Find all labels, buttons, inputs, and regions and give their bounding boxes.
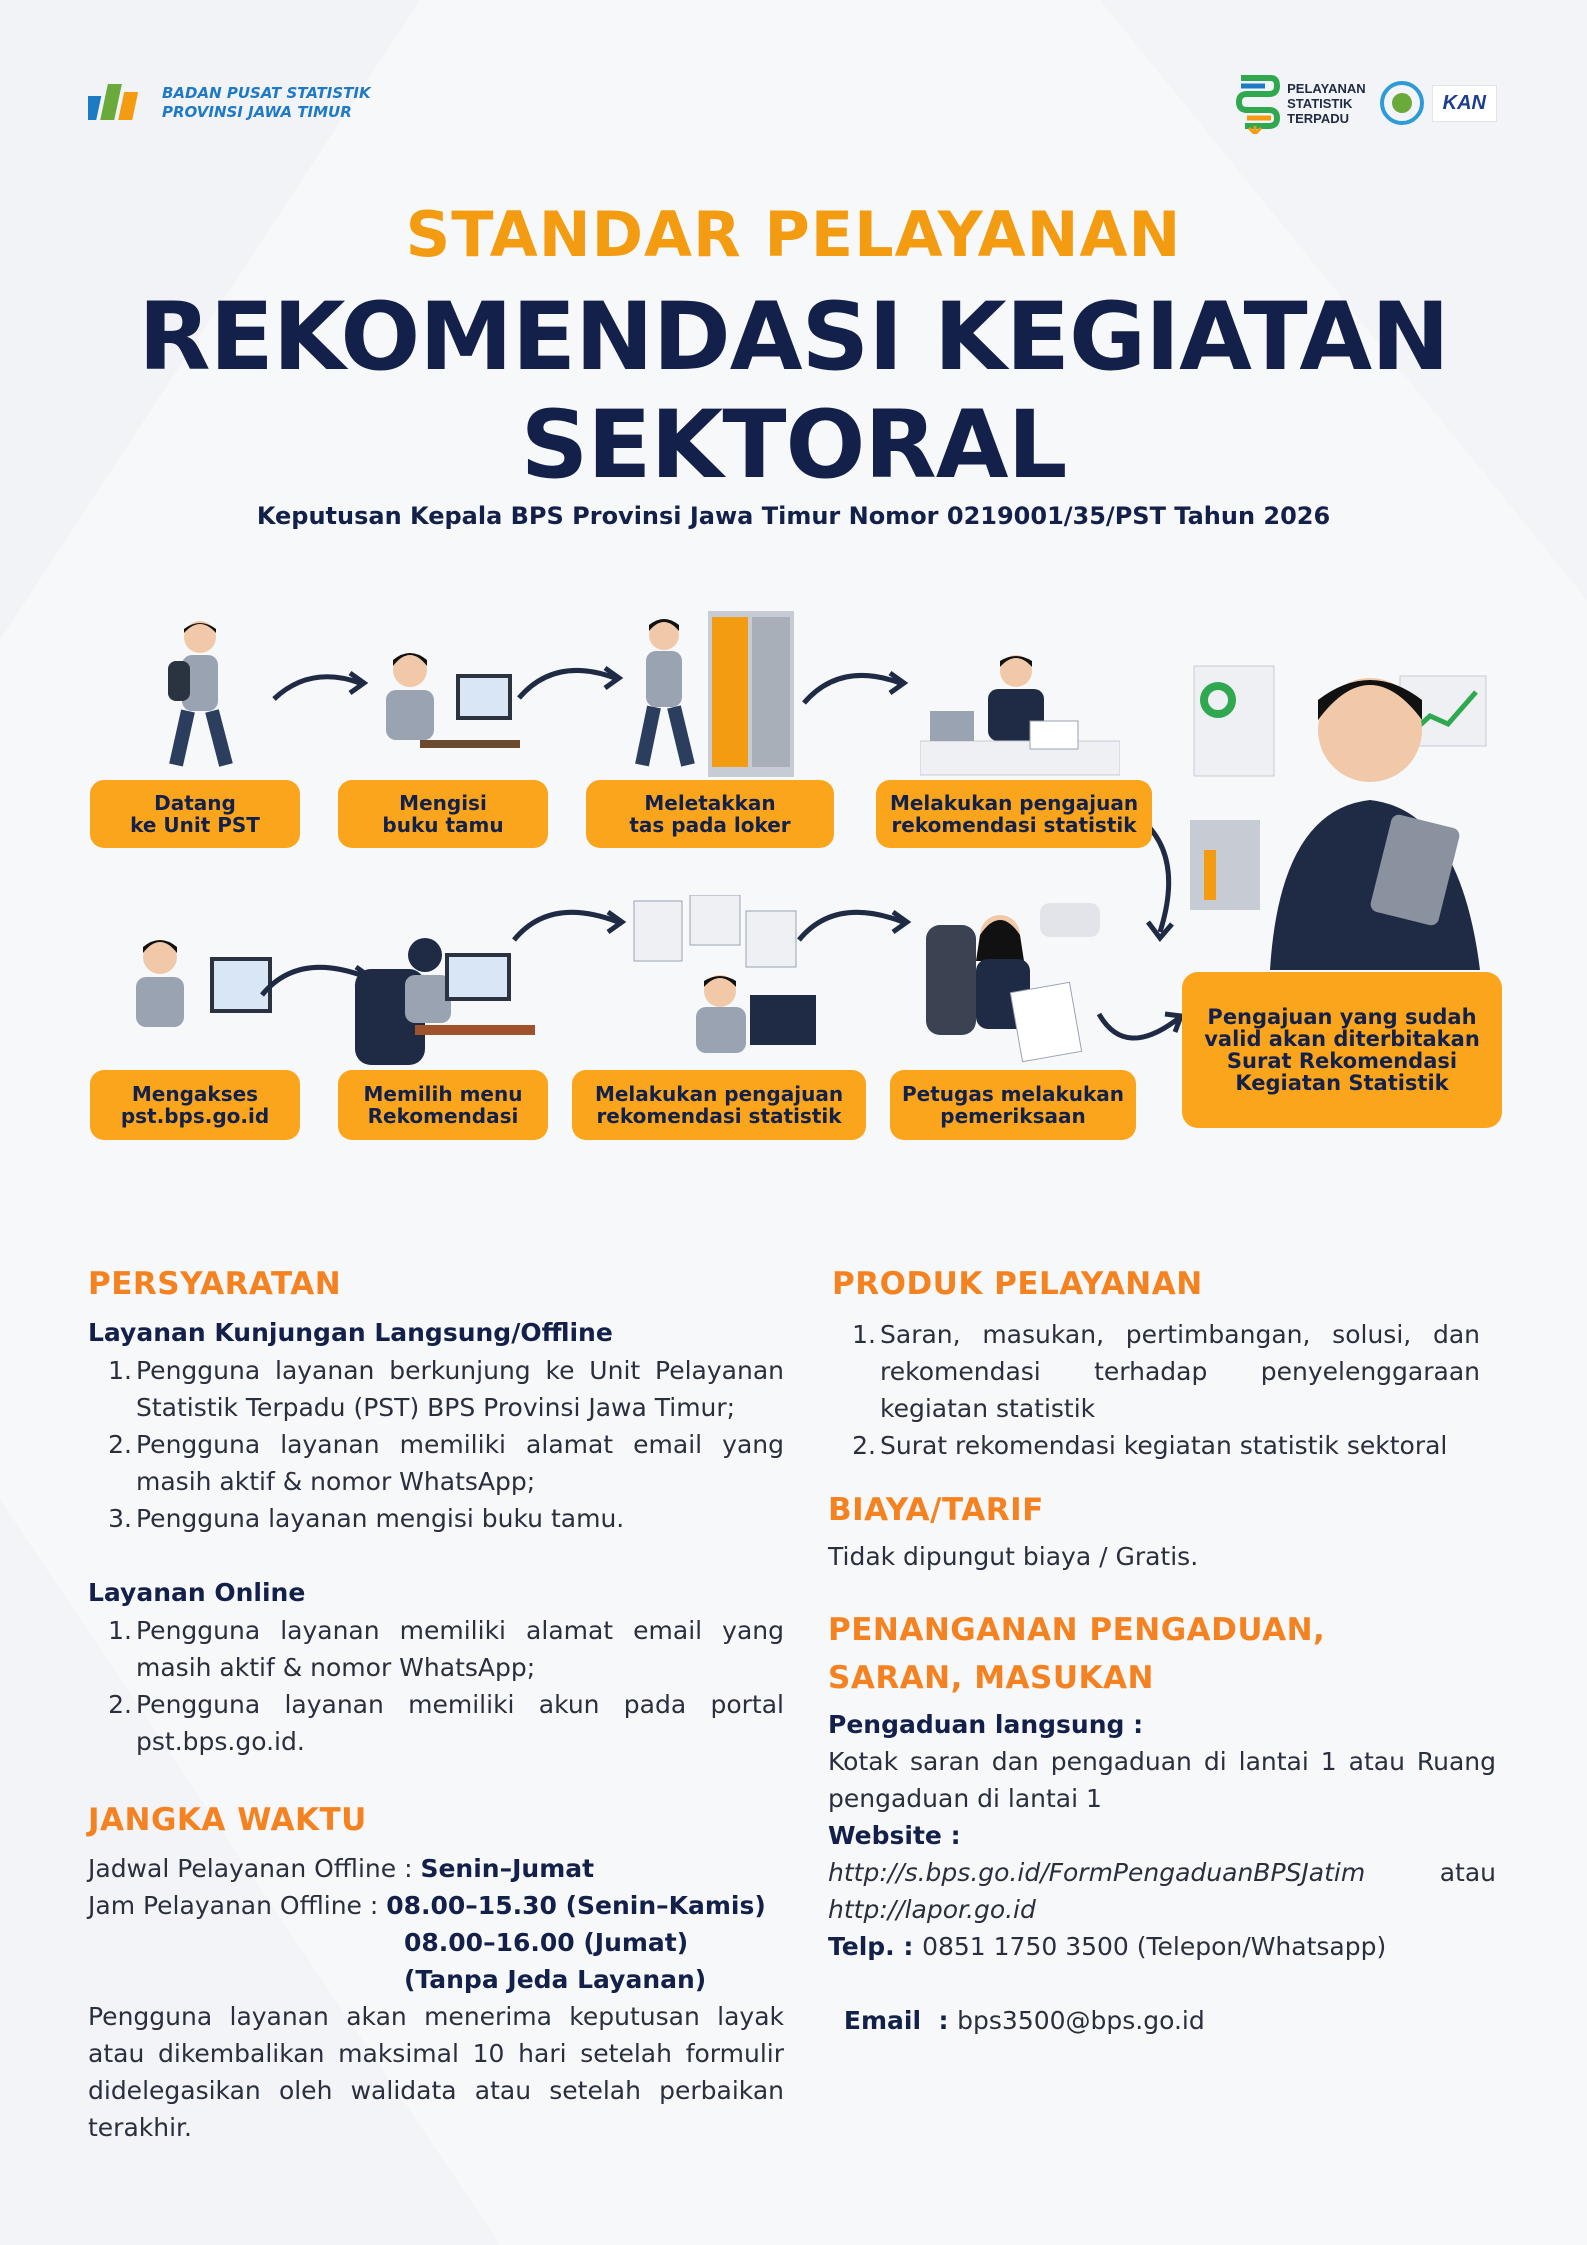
online-requirements-list bbox=[108, 1612, 784, 1760]
email-label: Email : bbox=[843, 2006, 958, 2035]
website-or: atau bbox=[1439, 1858, 1496, 1887]
list-item bbox=[852, 1427, 1480, 1464]
pengaduan-langsung-label: Pengaduan langsung : bbox=[828, 1710, 1144, 1739]
list-item bbox=[108, 1500, 784, 1537]
telp-value: 0851 1750 3500 (Telepon/Whatsapp) bbox=[922, 1932, 1387, 1961]
pengaduan-title-line1: PENANGANAN PENGADUAN, bbox=[828, 1612, 1326, 1648]
flow-arrow bbox=[1095, 1000, 1190, 1060]
list-number: 1. bbox=[108, 1616, 132, 1645]
section-title-persyaratan: PERSYARATAN bbox=[88, 1266, 342, 1302]
flow-arrow bbox=[515, 660, 625, 705]
kan-label: KAN bbox=[1442, 91, 1486, 114]
subtitle-offline: Layanan Kunjungan Langsung/Offline bbox=[88, 1318, 613, 1347]
jam-line-2: 08.00–16.00 (Jumat) bbox=[404, 1928, 689, 1957]
step-line: rekomendasi statistik bbox=[891, 813, 1137, 837]
bps-logo bbox=[88, 74, 371, 132]
jadwal-line bbox=[88, 1850, 788, 1887]
flow-arrow bbox=[510, 900, 630, 945]
pst-line3: TERPADU bbox=[1287, 110, 1350, 126]
person-walking-illustration bbox=[150, 615, 250, 780]
step-memilih-menu bbox=[338, 1070, 548, 1140]
list-item bbox=[852, 1316, 1480, 1427]
step-line: Rekomendasi bbox=[367, 1104, 519, 1128]
email-line bbox=[828, 1965, 1205, 2039]
step-line: tas pada loker bbox=[629, 813, 791, 837]
list-number: 3. bbox=[108, 1504, 132, 1533]
website-link-2[interactable]: http://lapor.go.id bbox=[828, 1895, 1036, 1924]
list-text: Pengguna layanan berkunjung ke Unit Pelayanan Statistik Terpadu (PST) BPS Provinsi Jawa Timur; bbox=[136, 1356, 784, 1422]
jadwal-label: Jadwal Pelayanan Offline : bbox=[88, 1854, 421, 1883]
list-text: Surat rekomendasi kegiatan statistik sektoral bbox=[880, 1431, 1448, 1460]
pst-logo bbox=[1235, 72, 1366, 134]
section-title-pengaduan bbox=[828, 1606, 1325, 1702]
flow-arrow bbox=[795, 900, 915, 945]
telp-label: Telp. : bbox=[828, 1932, 923, 1961]
step-line: Melakukan pengajuan bbox=[889, 791, 1139, 815]
list-item bbox=[108, 1426, 784, 1500]
step-line: buku tamu bbox=[382, 813, 504, 837]
jam-line-3: (Tanpa Jeda Layanan) bbox=[404, 1965, 707, 1994]
person-at-locker-illustration bbox=[620, 605, 800, 780]
step-line: Melakukan pengajuan bbox=[594, 1082, 844, 1106]
pst-line2: STATISTIK bbox=[1287, 95, 1353, 111]
offline-requirements-list bbox=[108, 1352, 784, 1537]
flow-arrow bbox=[258, 955, 378, 1000]
decree-subtitle: Keputusan Kepala BPS Provinsi Jawa Timur Nomor 0219001/35/PST Tahun 2026 bbox=[256, 502, 1331, 530]
produk-list bbox=[852, 1316, 1480, 1464]
section-title-produk: PRODUK PELAYANAN bbox=[832, 1266, 1203, 1302]
biaya-text: Tidak dipungut biaya / Gratis. bbox=[828, 1542, 1199, 1571]
telp-line bbox=[828, 1928, 1386, 1965]
title-main-line2: SEKTORAL bbox=[520, 391, 1067, 500]
final-line: Pengajuan yang sudah bbox=[1207, 1005, 1477, 1029]
list-number: 2. bbox=[108, 1690, 132, 1719]
step-datang bbox=[90, 780, 300, 848]
officer-reviewing-illustration bbox=[920, 895, 1120, 1075]
list-item bbox=[108, 1686, 784, 1760]
org-name-line2: PROVINSI JAWA TIMUR bbox=[162, 103, 352, 121]
pst-logo-icon bbox=[1235, 72, 1281, 134]
list-text: Pengguna layanan memiliki alamat email yang masih aktif & nomor WhatsApp; bbox=[136, 1430, 784, 1496]
list-text: Saran, masukan, pertimbangan, solusi, dan rekomendasi terhadap penyelenggaraan kegiatan statistik bbox=[880, 1320, 1480, 1423]
bps-logo-icon bbox=[88, 74, 152, 132]
title-main-line1: REKOMENDASI KEGIATAN bbox=[138, 283, 1449, 392]
step-line: ke Unit PST bbox=[130, 813, 260, 837]
step-pemeriksaan bbox=[890, 1070, 1136, 1140]
list-number: 2. bbox=[852, 1431, 876, 1460]
final-line: Kegiatan Statistik bbox=[1235, 1071, 1449, 1095]
step-line: Datang bbox=[154, 791, 236, 815]
step-line: Meletakkan bbox=[644, 791, 776, 815]
org-name-line1: BADAN PUSAT STATISTIK bbox=[162, 84, 371, 102]
step-line: Memilih menu bbox=[363, 1082, 523, 1106]
step-line: rekomendasi statistik bbox=[596, 1104, 842, 1128]
person-at-computer-illustration bbox=[360, 640, 520, 780]
list-number: 1. bbox=[852, 1320, 876, 1349]
pst-line1: PELAYANAN bbox=[1287, 80, 1366, 96]
flow-arrow bbox=[270, 665, 370, 705]
person-at-computer-illustration bbox=[110, 925, 280, 1065]
website-link-1[interactable]: http://s.bps.go.id/FormPengaduanBPSJatim bbox=[828, 1858, 1366, 1887]
website-line-1 bbox=[828, 1854, 1496, 1891]
step-line: Mengisi bbox=[399, 791, 487, 815]
kan-accreditation-logo bbox=[1380, 81, 1497, 125]
final-line: valid akan diterbitakan bbox=[1204, 1027, 1480, 1051]
jam-value: 08.00–15.30 (Senin–Kamis) bbox=[386, 1891, 766, 1920]
flow-arrow bbox=[800, 665, 910, 710]
jadwal-value: Senin–Jumat bbox=[420, 1854, 595, 1883]
accreditation-seal-icon bbox=[1380, 81, 1424, 125]
list-number: 2. bbox=[108, 1430, 132, 1459]
subtitle-online: Layanan Online bbox=[88, 1578, 306, 1607]
officer-with-tablet-illustration bbox=[1190, 640, 1490, 970]
website-label: Website : bbox=[828, 1821, 961, 1850]
step-line: pemeriksaan bbox=[940, 1104, 1086, 1128]
jam-label: Jam Pelayanan Offline : bbox=[88, 1891, 387, 1920]
final-step-box bbox=[1182, 972, 1502, 1128]
email-value[interactable]: bps3500@bps.go.id bbox=[957, 2006, 1205, 2035]
final-line: Surat Rekomendasi bbox=[1226, 1049, 1458, 1073]
title-standar-pelayanan: STANDAR PELAYANAN bbox=[405, 198, 1182, 271]
step-pengajuan-offline bbox=[876, 780, 1152, 848]
pengaduan-title-line2: SARAN, MASUKAN bbox=[828, 1660, 1154, 1696]
list-number: 1. bbox=[108, 1356, 132, 1385]
step-line: Mengakses bbox=[131, 1082, 259, 1106]
list-item bbox=[108, 1612, 784, 1686]
jangka-waktu-note: Pengguna layanan akan menerima keputusan layak atau dikembalikan maksimal 10 hari setelah formulir didelegasikan oleh walidata atau setelah perbaikan terakhir. bbox=[88, 2002, 784, 2142]
step-pengajuan-online bbox=[572, 1070, 866, 1140]
step-mengakses bbox=[90, 1070, 300, 1140]
officer-at-desk-illustration bbox=[920, 645, 1120, 785]
step-line: Petugas melakukan bbox=[901, 1082, 1125, 1106]
pengaduan-langsung-text: Kotak saran dan pengaduan di lantai 1 atau Ruang pengaduan di lantai 1 bbox=[828, 1747, 1496, 1813]
section-title-jangka-waktu: JANGKA WAKTU bbox=[88, 1802, 367, 1838]
list-item bbox=[108, 1352, 784, 1426]
section-title-biaya: BIAYA/TARIF bbox=[828, 1492, 1044, 1528]
step-loker bbox=[586, 780, 834, 848]
list-text: Pengguna layanan mengisi buku tamu. bbox=[136, 1504, 625, 1533]
list-text: Pengguna layanan memiliki alamat email yang masih aktif & nomor WhatsApp; bbox=[136, 1616, 784, 1682]
person-choosing-menu-illustration bbox=[355, 925, 535, 1070]
list-text: Pengguna layanan memiliki akun pada portal pst.bps.go.id. bbox=[136, 1690, 784, 1756]
jam-line bbox=[88, 1887, 788, 1924]
step-line: pst.bps.go.id bbox=[120, 1104, 270, 1128]
step-buku-tamu bbox=[338, 780, 548, 848]
